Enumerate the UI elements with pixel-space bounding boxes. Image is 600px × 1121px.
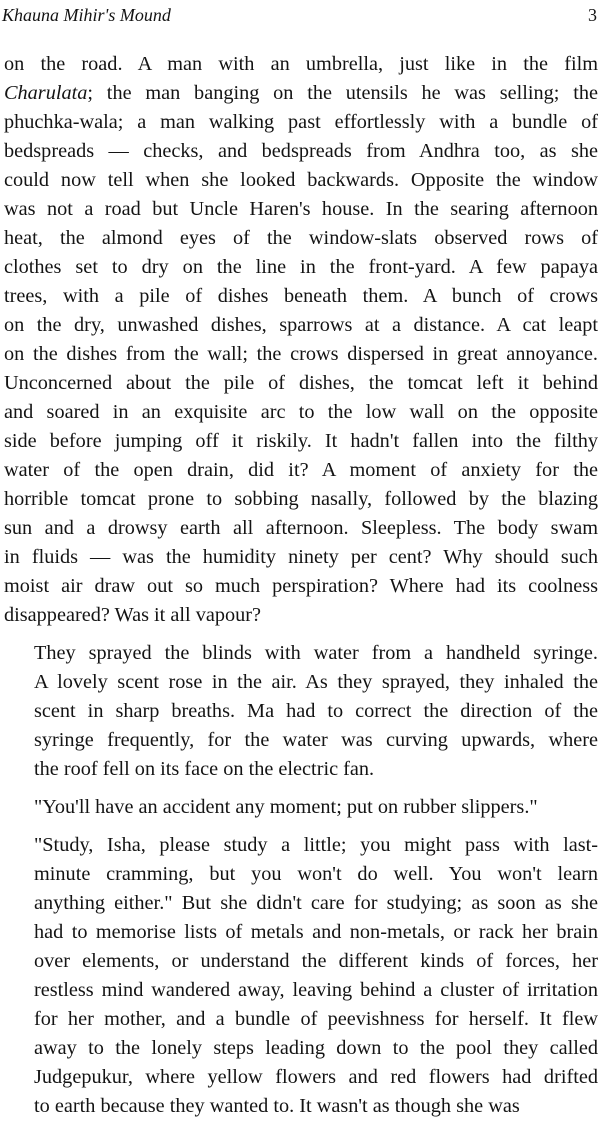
text-line: phuchka-wala; a man walking past effortlessly with a bundle of <box>4 111 598 133</box>
text-line: "Study, Isha, please study a little; you might pass with last- <box>34 834 598 856</box>
body-text <box>4 50 598 1121</box>
text-line: had to memorise lists of metals and non-metals, or rack her brain <box>34 921 598 943</box>
text-line: the roof fell on its face on the electric fan. <box>34 758 375 780</box>
text-line: scent in sharp breaths. Ma had to correct the direction of the <box>34 700 598 722</box>
text-line: Judgepukur, where yellow flowers and red flowers had drifted <box>34 1066 598 1088</box>
text-line: heat, the almond eyes of the window-slats observed rows of <box>4 227 598 249</box>
paragraph <box>4 831 598 1121</box>
text-line: They sprayed the blinds with water from a handheld syringe. <box>34 642 598 664</box>
text-line: in fluids — was the humidity ninety per cent? Why should such <box>4 546 598 568</box>
text-line: over elements, or understand the different kinds of forces, her <box>34 950 598 972</box>
text-line: Charulata; the man banging on the utensils he was selling; the <box>4 82 598 104</box>
text-line: and soared in an exquisite arc to the low wall on the opposite <box>4 401 598 423</box>
page-number: 3 <box>588 5 597 25</box>
text-line: disappeared? Was it all vapour? <box>4 604 262 626</box>
text-line: to earth because they wanted to. It wasn't as though she was <box>34 1095 520 1117</box>
text-line: A lovely scent rose in the air. As they sprayed, they inhaled the <box>34 671 598 693</box>
text-line: clothes set to dry on the line in the front-yard. A few papaya <box>4 256 598 278</box>
text-line: moist air draw out so much perspiration? Where had its coolness <box>4 575 598 597</box>
running-head <box>0 2 600 28</box>
text-line: trees, with a pile of dishes beneath them. A bunch of crows <box>4 285 598 307</box>
paragraph <box>4 50 598 630</box>
text-line: was not a road but Uncle Haren's house. In the searing afternoon <box>4 198 598 220</box>
text-line: for her mother, and a bundle of peevishness for herself. It flew <box>34 1008 598 1030</box>
paragraph <box>4 793 598 822</box>
text-line: horrible tomcat prone to sobbing nasally, followed by the blazing <box>4 488 598 510</box>
text-line: sun and a drowsy earth all afternoon. Sleepless. The body swam <box>4 517 598 539</box>
text-line: Unconcerned about the pile of dishes, the tomcat left it behind <box>4 372 598 394</box>
text-line: anything either." But she didn't care for studying; as soon as she <box>34 892 598 914</box>
text-line: restless mind wandered away, leaving behind a cluster of irritation <box>34 979 598 1001</box>
text-line: away to the lonely steps leading down to the pool they called <box>34 1037 598 1059</box>
text-line: water of the open drain, did it? A moment of anxiety for the <box>4 459 598 481</box>
text-line: bedspreads — checks, and bedspreads from Andhra too, as she <box>4 140 598 162</box>
text-line: could now tell when she looked backwards. Opposite the window <box>4 169 598 191</box>
text-line: side before jumping off it riskily. It hadn't fallen into the filthy <box>4 430 598 452</box>
text-line: minute cramming, but you won't do well. You won't learn <box>34 863 598 885</box>
text-line: on the dishes from the wall; the crows dispersed in great annoyance. <box>4 343 598 365</box>
running-title: Khauna Mihir's Mound <box>2 5 171 25</box>
text-line: syringe frequently, for the water was curving upwards, where <box>34 729 598 751</box>
text-line: "You'll have an accident any moment; put on rubber slippers." <box>34 796 538 818</box>
text-line: on the road. A man with an umbrella, just like in the film <box>4 53 598 75</box>
text-line: on the dry, unwashed dishes, sparrows at a distance. A cat leapt <box>4 314 598 336</box>
paragraph <box>4 639 598 784</box>
